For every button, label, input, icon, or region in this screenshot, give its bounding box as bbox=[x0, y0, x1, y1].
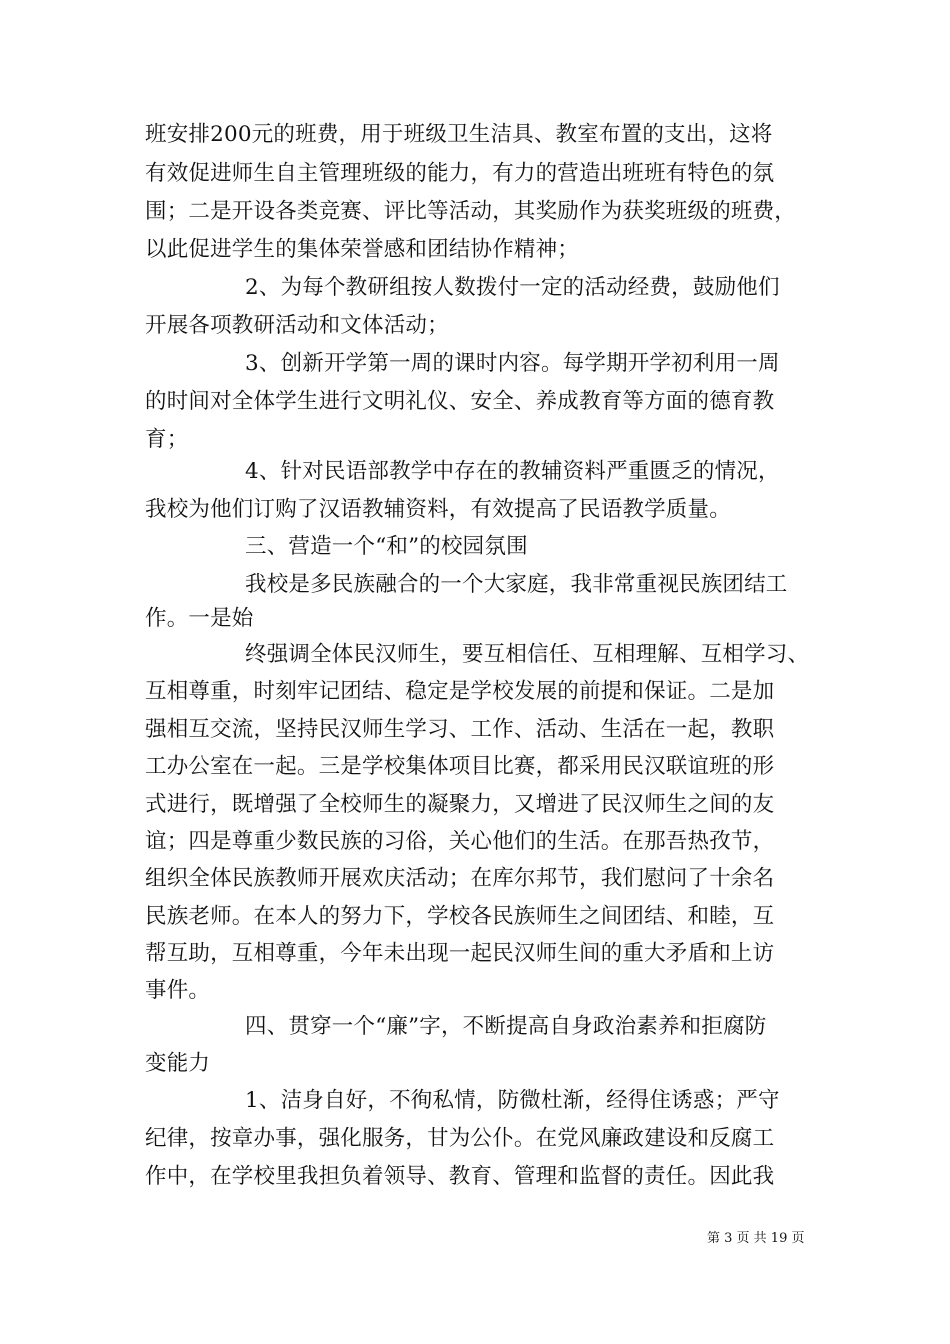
text-line: 我校是多民族融合的一个大家庭，我非常重视民族团结工 bbox=[245, 572, 788, 597]
text-line: 班安排200元的班费，用于班级卫生洁具、教室布置的支出，这将 bbox=[145, 122, 773, 147]
text-line: 开展各项教研活动和文体活动； bbox=[145, 313, 449, 338]
text-line: 工办公室在一起。三是学校集体项目比赛，都采用民汉联谊班的形 bbox=[145, 754, 775, 779]
text-line: 3、创新开学第一周的课时内容。每学期开学初利用一周 bbox=[245, 351, 780, 376]
text-line: 组织全体民族教师开展欢庆活动；在库尔邦节，我们慰问了十余名 bbox=[145, 866, 775, 891]
text-line: 围；二是开设各类竞赛、评比等活动，其奖励作为获奖班级的班费， bbox=[145, 199, 797, 224]
text-line: 我校为他们订购了汉语教辅资料，有效提高了民语教学质量。 bbox=[145, 497, 731, 522]
text-line: 帮互助，互相尊重，今年未出现一起民汉师生间的重大矛盾和上访 bbox=[145, 941, 775, 966]
text-line: 4、针对民语部教学中存在的教辅资料严重匮乏的情况， bbox=[245, 459, 780, 484]
text-line: 民族老师。在本人的努力下，学校各民族师生之间团结、和睦，互 bbox=[145, 904, 775, 929]
section-heading: 变能力 bbox=[145, 1051, 211, 1076]
text-line: 互相尊重，时刻牢记团结、稳定是学校发展的前提和保证。二是加 bbox=[145, 679, 775, 704]
section-heading: 三、营造一个“和”的校园氛围 bbox=[245, 534, 528, 559]
text-line: 作中，在学校里我担负着领导、教育、管理和监督的责任。因此我 bbox=[145, 1164, 775, 1189]
text-line: 育； bbox=[145, 427, 189, 452]
text-line: 1、洁身自好，不徇私情，防微杜渐，经得住诱惑；严守 bbox=[245, 1088, 780, 1113]
section-heading: 四、贯穿一个“廉”字，不断提高自身政治素养和拒腐防 bbox=[245, 1014, 767, 1039]
text-line: 2、为每个教研组按人数拨付一定的活动经费，鼓励他们 bbox=[245, 275, 780, 300]
text-line: 的时间对全体学生进行文明礼仪、安全、养成教育等方面的德育教 bbox=[145, 389, 775, 414]
text-line: 谊；四是尊重少数民族的习俗，关心他们的生活。在那吾热孜节， bbox=[145, 829, 775, 854]
text-line: 式进行，既增强了全校师生的凝聚力，又增进了民汉师生之间的友 bbox=[145, 792, 775, 817]
text-line: 作。一是始 bbox=[145, 606, 254, 631]
page-number-footer: 第 3 页 共 19 页 bbox=[707, 1231, 805, 1246]
text-line: 强相互交流，坚持民汉师生学习、工作、活动、生活在一起，教职 bbox=[145, 717, 775, 742]
text-line: 以此促进学生的集体荣誉感和团结协作精神； bbox=[145, 237, 580, 262]
text-line: 事件。 bbox=[145, 978, 211, 1003]
text-line: 纪律，按章办事，强化服务，甘为公仆。在党风廉政建设和反腐工 bbox=[145, 1126, 775, 1151]
text-line: 有效促进师生自主管理班级的能力，有力的营造出班班有特色的氛 bbox=[145, 161, 775, 186]
text-line: 终强调全体民汉师生，要互相信任、互相理解、互相学习、 bbox=[245, 642, 810, 667]
